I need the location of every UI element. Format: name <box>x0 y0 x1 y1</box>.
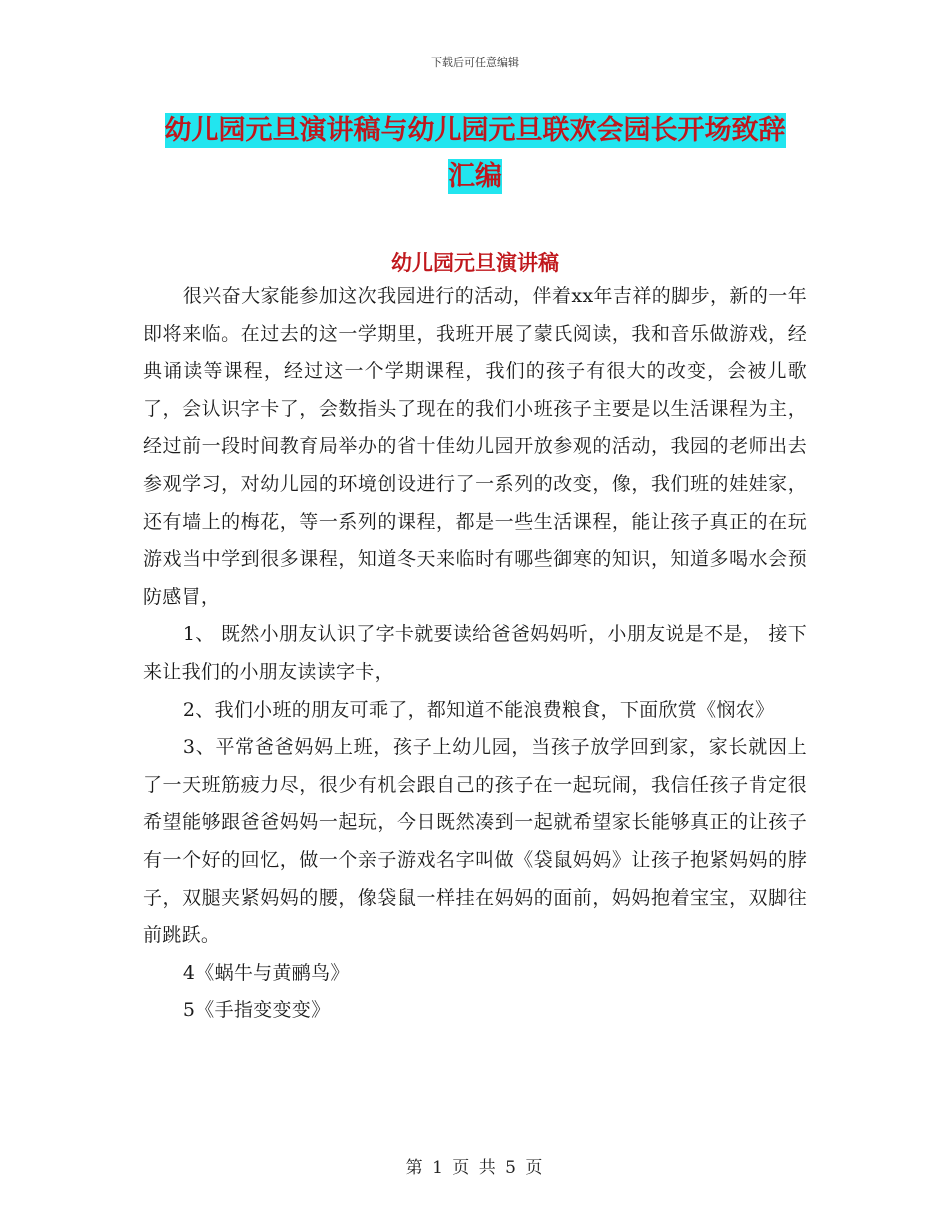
page-number-footer: 第 1 页 共 5 页 <box>405 1158 545 1178</box>
body-paragraph: 2、我们小班的朋友可乖了，都知道不能浪费粮食，下面欣赏《悯农》 <box>182 698 775 721</box>
header-note: 下载后可任意编辑 <box>431 56 519 69</box>
document-title-line-2: 汇编 <box>448 161 502 192</box>
body-paragraph: 很兴奋大家能参加这次我园进行的活动，伴着xx年吉祥的脚步，新的一年即将来临。在过去的这一学期里，我班开展了蒙氏阅读，我和音乐做游戏，经典诵读等课程，经过这一个学期课程，我们的孩子有很大的改变，会被儿歌了，会认识字卡了，会数指头了现在的我们小班孩子主要是以生活课程为主，经过前一段时间教育局举办的省十佳幼儿园开放参观的活动，我园的老师出去参观学习，对幼儿园的环境创设进行了一系列的改变，像，我们班的娃娃家，还有墙上的梅花，等一系列的课程，都是一些生活课程，能让孩子真正的在玩游戏当中学到很多课程，知道冬天来临时有哪些御寒的知识，知道多喝水会预防感冒， <box>143 285 807 608</box>
body-paragraph: 4《蜗牛与黄鹂鸟》 <box>182 961 350 984</box>
document-title-line-1: 幼儿园元旦演讲稿与幼儿园元旦联欢会园长开场致辞 <box>164 115 786 146</box>
document-body <box>143 278 807 1030</box>
body-paragraph: 5《手指变变变》 <box>182 999 331 1022</box>
body-paragraph: 1、 既然小朋友认识了字卡就要读给爸爸妈妈听，小朋友说是不是， 接下来让我们的小朋友读读字卡， <box>143 623 807 683</box>
document-title <box>145 108 805 200</box>
body-paragraph: 3、平常爸爸妈妈上班，孩子上幼儿园，当孩子放学回到家，家长就因上了一天班筋疲力尽，很少有机会跟自己的孩子在一起玩闹，我信任孩子肯定很希望能够跟爸爸妈妈一起玩，今日既然凑到一起就希望家长能够真正的让孩子有一个好的回忆，做一个亲子游戏名字叫做《袋鼠妈妈》让孩子抱紧妈妈的脖子，双腿夹紧妈妈的腰，像袋鼠一样挂在妈妈的面前，妈妈抱着宝宝，双脚往前跳跃。 <box>143 736 807 947</box>
section-title: 幼儿园元旦演讲稿 <box>391 251 559 275</box>
